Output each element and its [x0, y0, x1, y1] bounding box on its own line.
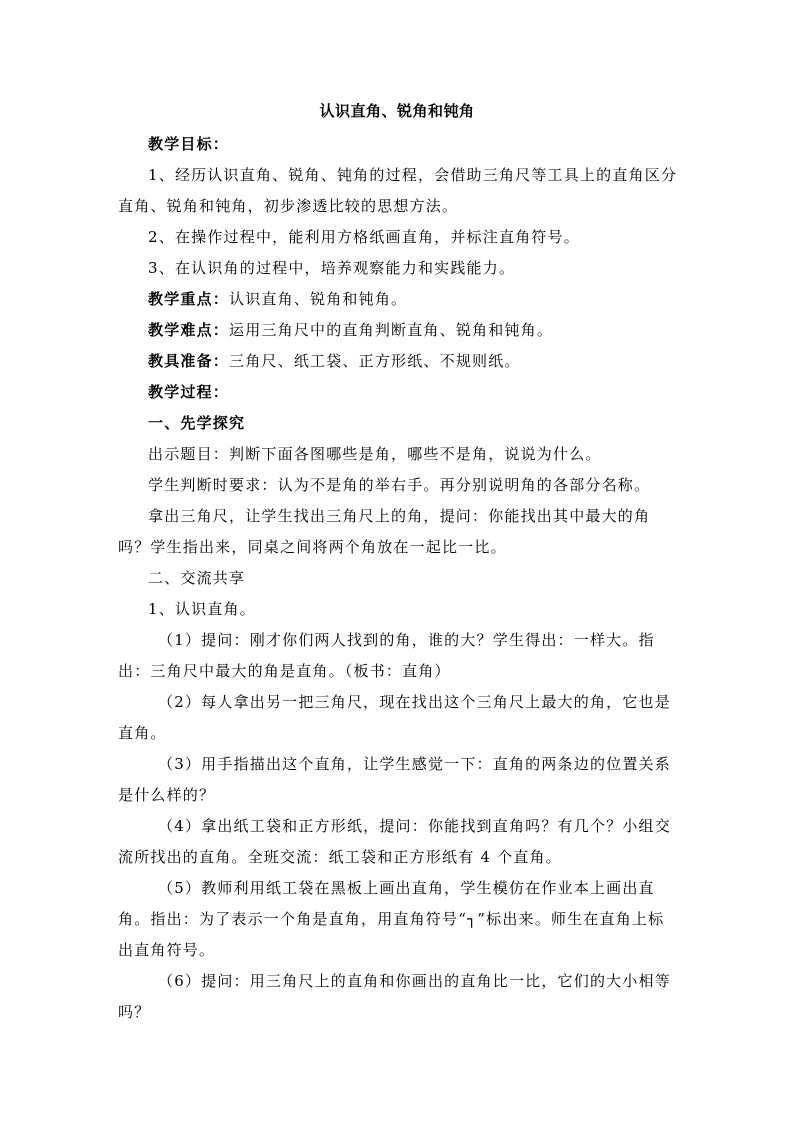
section1-paragraph: 学生判断时要求：认为不是角的举右手。再分别说明角的各部分名称。 [148, 476, 651, 494]
step-item: （2）每人拿出另一把三角尺，现在找出这个三角尺上最大的角，它也是直角。 [118, 693, 671, 742]
materials-text: 三角尺、纸工袋、正方形纸、不规则纸。 [229, 352, 521, 370]
materials-label: 教具准备： [148, 352, 230, 370]
document-body [118, 129, 678, 1028]
difficulty-text: 运用三角尺中的直角判断直角、锐角和钝角。 [229, 321, 554, 339]
objective-item: 3、在认识角的过程中，培养观察能力和实践能力。 [148, 259, 516, 277]
step-item: （3）用手指描出这个直角，让学生感觉一下：直角的两条边的位置关系是什么样的？ [118, 755, 671, 804]
difficulty-line [118, 315, 678, 346]
section2-heading: 二、交流共享 [148, 569, 246, 587]
step-item: （4）拿出纸工袋和正方形纸，提问：你能找到直角吗？有几个？小组交流所找出的直角。全班交流：纸工袋和正方形纸有 4 个直角。 [118, 817, 671, 866]
objective-item: 1、经历认识直角、锐角、钝角的过程，会借助三角尺等工具上的直角区分直角、锐角和钝角，初步渗透比较的思想方法。 [118, 166, 678, 215]
section1-paragraph: 出示题目：判断下面各图哪些是角，哪些不是角，说说为什么。 [148, 445, 602, 463]
step-item: （5）教师利用纸工袋在黑板上画出直角，学生模仿在作业本上画出直角。指出：为了表示一个角是直角，用直角符号“┐”标出来。师生在直角上标出直角符号。 [118, 879, 665, 959]
key-point-line [118, 284, 678, 315]
key-point-label: 教学重点： [148, 290, 230, 308]
document-title: 认识直角、锐角和钝角 [319, 102, 475, 120]
difficulty-label: 教学难点： [148, 321, 230, 339]
objective-item: 2、在操作过程中，能利用方格纸画直角，并标注直角符号。 [148, 228, 580, 246]
step-item: （6）提问：用三角尺上的直角和你画出的直角比一比，它们的大小相等吗？ [118, 972, 671, 1021]
section2-subheading: 1、认识直角。 [148, 600, 256, 618]
section1-paragraph: 拿出三角尺，让学生找出三角尺上的角，提问：你能找出其中最大的角吗？学生指出来，同桌之间将两个角放在一起比一比。 [118, 507, 651, 556]
materials-line [118, 346, 678, 377]
key-point-text: 认识直角、锐角和钝角。 [229, 290, 408, 308]
objectives-heading: 教学目标： [148, 135, 230, 153]
process-heading: 教学过程： [148, 383, 230, 401]
section1-heading: 一、先学探究 [148, 414, 246, 432]
step-item: （1）提问：刚才你们两人找到的角，谁的大？学生得出：一样大。指出：三角尺中最大的角是直角。（板书：直角） [118, 631, 655, 680]
